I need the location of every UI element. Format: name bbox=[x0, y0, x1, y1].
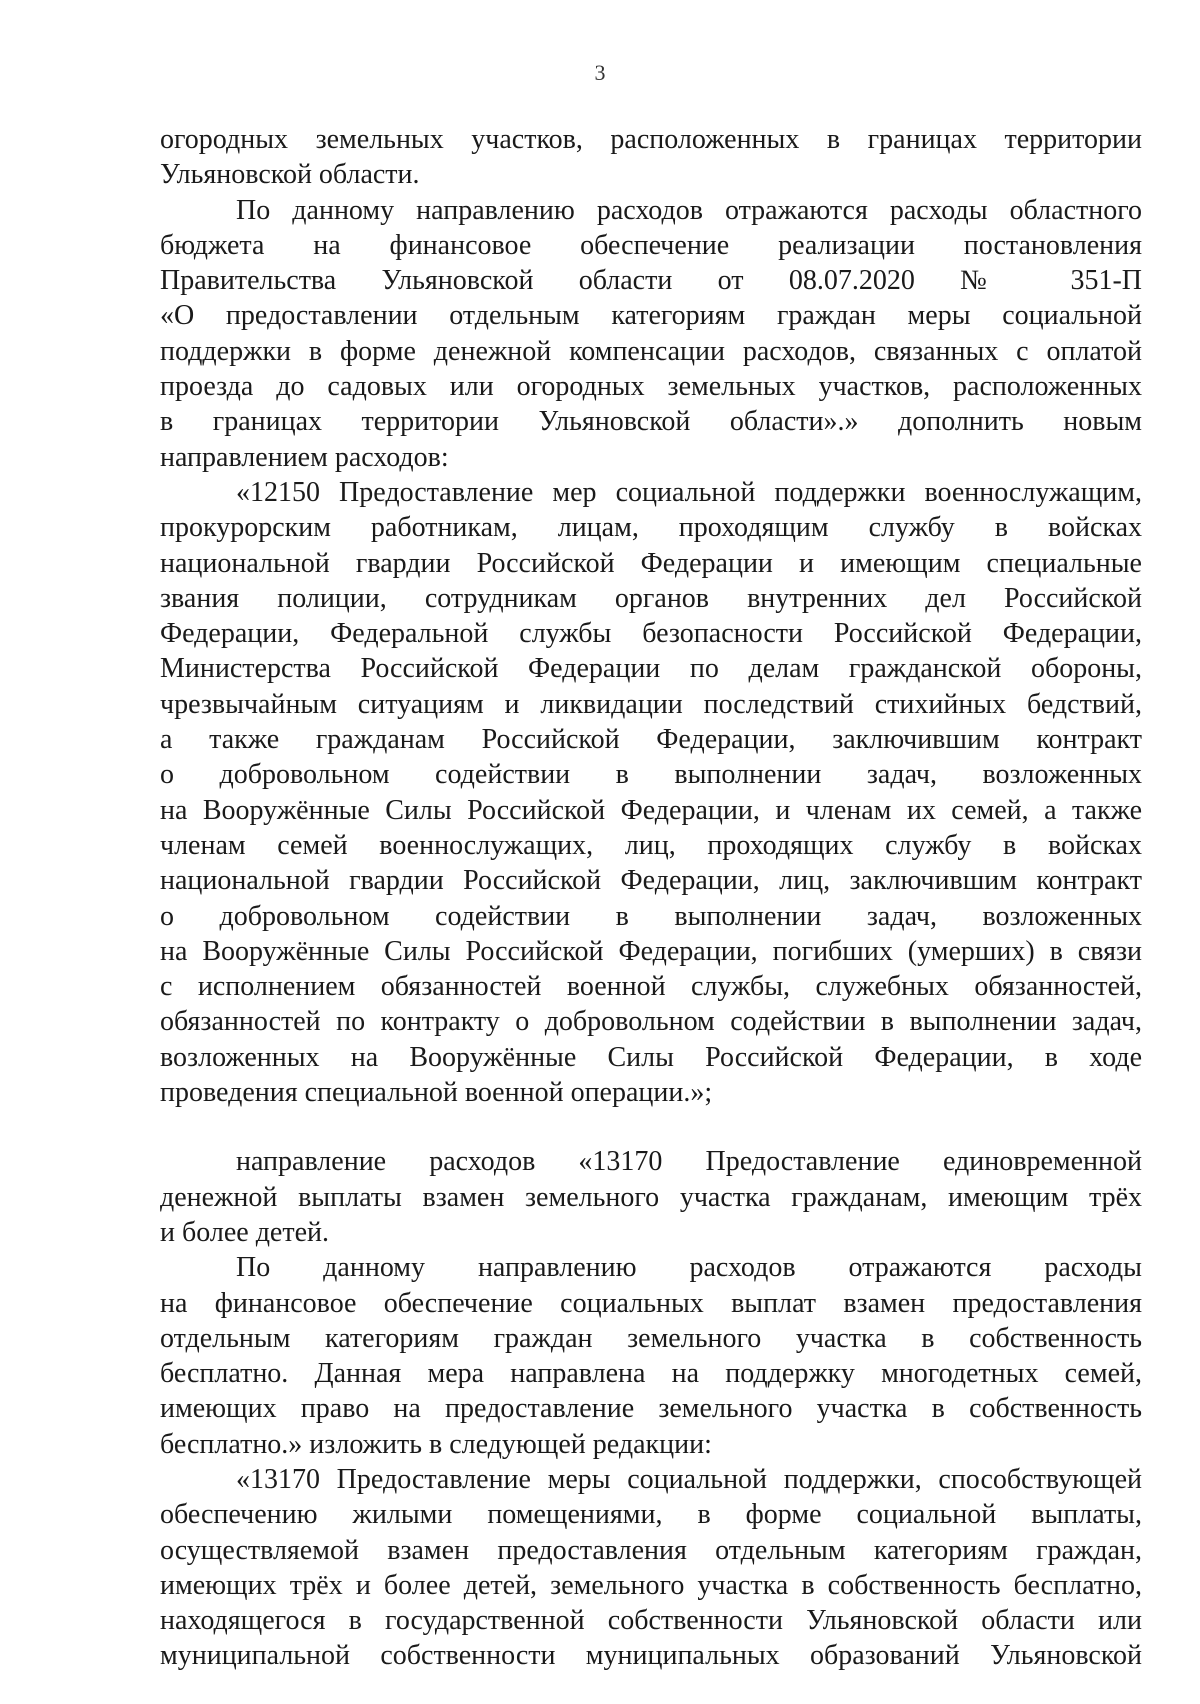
text-line: на Вооружённые Силы Российской Федерации, и членам их семей, а также bbox=[160, 794, 1142, 826]
text-line: Правительства Ульяновской области от 08.07.2020 № 351-П bbox=[160, 265, 1142, 297]
text-line: отдельным категориям граждан земельного участка в собственность bbox=[160, 1322, 1142, 1354]
paragraph bbox=[160, 1462, 1142, 1674]
text-line: членам семей военнослужащих, лиц, проходящих службу в войсках bbox=[160, 829, 1142, 861]
paragraph bbox=[160, 1144, 1142, 1250]
paragraph bbox=[160, 475, 1142, 1110]
text-line: на Вооружённые Силы Российской Федерации, погибших (умерших) в связи bbox=[160, 935, 1142, 967]
text-line: имеющих право на предоставление земельного участка в собственность bbox=[160, 1393, 1142, 1425]
text-line: о добровольном содействии в выполнении задач, возложенных bbox=[160, 759, 1142, 791]
text-line: денежной выплаты взамен земельного участка гражданам, имеющим трёх bbox=[160, 1181, 1142, 1213]
text-line: чрезвычайным ситуациям и ликвидации последствий стихийных бедствий, bbox=[160, 688, 1142, 720]
text-line: По данному направлению расходов отражаются расходы областного bbox=[236, 194, 1142, 226]
text-line: осуществляемой взамен предоставления отдельным категориям граждан, bbox=[160, 1534, 1142, 1566]
text-line: обязанностей по контракту о добровольном содействии в выполнении задач, bbox=[160, 1006, 1142, 1038]
text-line: а также гражданам Российской Федерации, заключившим контракт bbox=[160, 724, 1142, 756]
text-line: возложенных на Вооружённые Силы Российской Федерации, в ходе bbox=[160, 1041, 1142, 1073]
text-line: бесплатно. Данная мера направлена на поддержку многодетных семей, bbox=[160, 1358, 1142, 1390]
text-line: «О предоставлении отдельным категориям граждан меры социальной bbox=[160, 300, 1142, 332]
text-line: муниципальной собственности муниципальных образований Ульяновской bbox=[160, 1640, 1142, 1672]
text-line: поддержки в форме денежной компенсации расходов, связанных с оплатой bbox=[160, 335, 1142, 367]
text-line: «12150 Предоставление мер социальной поддержки военнослужащим, bbox=[236, 476, 1142, 508]
text-line: национальной гвардии Российской Федерации, лиц, заключившим контракт bbox=[160, 865, 1142, 897]
text-line: с исполнением обязанностей военной службы, служебных обязанностей, bbox=[160, 971, 1142, 1003]
text-line: «13170 Предоставление меры социальной поддержки, способствующей bbox=[236, 1463, 1142, 1495]
text-line: Федерации, Федеральной службы безопасности Российской Федерации, bbox=[160, 618, 1142, 650]
text-line: По данному направлению расходов отражаются расходы bbox=[236, 1252, 1142, 1284]
text-line: на финансовое обеспечение социальных выплат взамен предоставления bbox=[160, 1287, 1142, 1319]
text-line: находящегося в государственной собственности Ульяновской области или bbox=[160, 1605, 1142, 1637]
text-line: бюджета на финансовое обеспечение реализации постановления bbox=[160, 229, 1142, 261]
text-line: имеющих трёх и более детей, земельного участка в собственность бесплатно, bbox=[160, 1569, 1142, 1601]
text-line: прокурорским работникам, лицам, проходящим службу в войсках bbox=[160, 512, 1142, 544]
paragraph bbox=[160, 193, 1142, 475]
text-line: проведения специальной военной операции.»; bbox=[160, 1077, 713, 1109]
text-line: обеспечению жилыми помещениями, в форме социальной выплаты, bbox=[160, 1499, 1142, 1531]
text-line: национальной гвардии Российской Федерации и имеющим специальные bbox=[160, 547, 1142, 579]
paragraph bbox=[160, 122, 1142, 193]
page-number: 3 bbox=[594, 60, 606, 85]
paragraph bbox=[160, 1250, 1142, 1462]
text-line: и более детей. bbox=[160, 1216, 330, 1248]
document-body bbox=[160, 122, 1142, 1674]
text-line: в границах территории Ульяновской области».» дополнить новым bbox=[160, 406, 1142, 438]
text-line: Министерства Российской Федерации по делам гражданской обороны, bbox=[160, 653, 1142, 685]
text-line: Ульяновской области. bbox=[160, 159, 420, 191]
text-line: бесплатно.» изложить в следующей редакции: bbox=[160, 1428, 712, 1460]
text-line: звания полиции, сотрудникам органов внутренних дел Российской bbox=[160, 582, 1142, 614]
paragraph-gap bbox=[160, 1110, 1142, 1144]
text-line: огородных земельных участков, расположенных в границах территории bbox=[160, 124, 1142, 155]
text-line: о добровольном содействии в выполнении задач, возложенных bbox=[160, 900, 1142, 932]
text-line: направление расходов «13170 Предоставление единовременной bbox=[236, 1146, 1142, 1178]
text-line: проезда до садовых или огородных земельных участков, расположенных bbox=[160, 371, 1142, 403]
text-line: направлением расходов: bbox=[160, 441, 449, 473]
